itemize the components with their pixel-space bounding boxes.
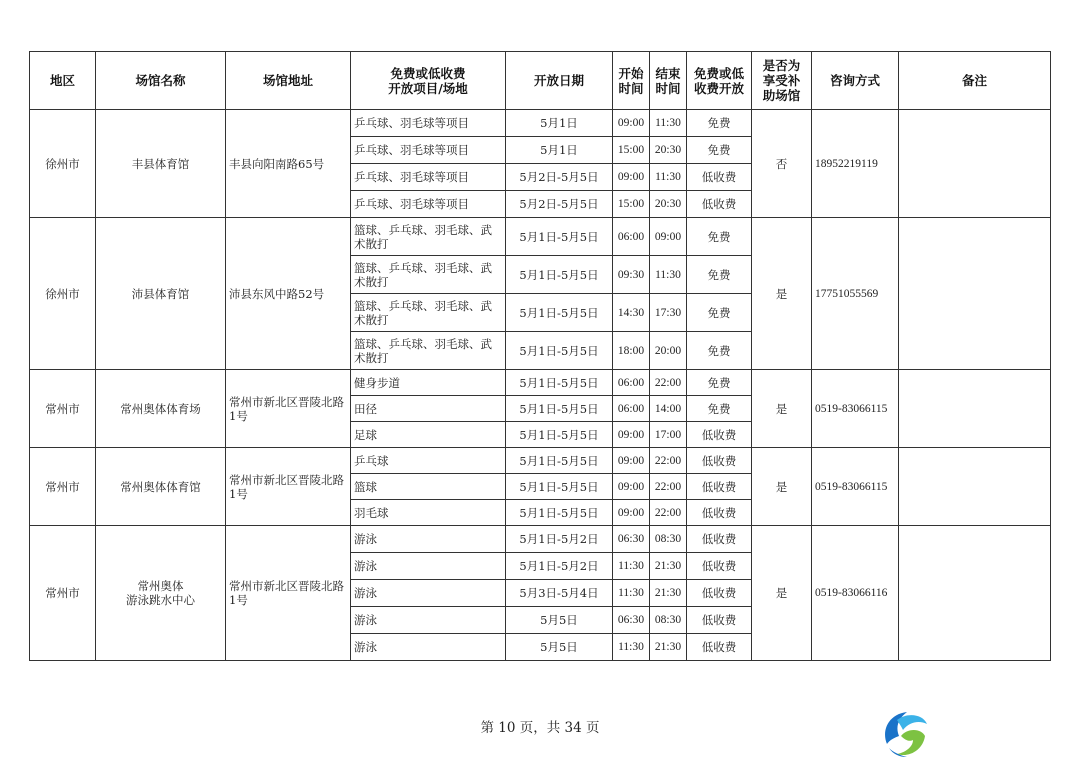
open-item-cell: 游泳 [351,553,506,580]
open-item-cell: 乒乓球、羽毛球等项目 [351,164,506,191]
end-time-cell: 08:30 [650,607,687,634]
end-time-cell: 09:00 [650,218,687,256]
venue-address-cell: 常州市新北区晋陵北路1号 [226,526,351,661]
start-time-cell: 06:30 [613,607,650,634]
header-open-date: 开放日期 [506,52,613,110]
table-row [30,370,1051,396]
header-start-time: 开始 时间 [613,52,650,110]
start-time-cell: 15:00 [613,191,650,218]
open-item-cell: 篮球、乒乓球、羽毛球、武术散打 [351,332,506,370]
start-time-cell: 06:00 [613,218,650,256]
open-date-cell: 5月1日-5月5日 [506,370,613,396]
open-date-cell: 5月1日-5月5日 [506,448,613,474]
start-time-cell: 09:00 [613,422,650,448]
end-time-cell: 17:30 [650,294,687,332]
end-time-cell: 21:30 [650,580,687,607]
notes-cell [899,370,1051,448]
fee-type-cell: 免费 [687,137,752,164]
header-subsidized: 是否为 享受补 助场馆 [752,52,812,110]
subsidized-cell: 是 [752,218,812,370]
venue-address-cell: 沛县东风中路52号 [226,218,351,370]
venue-name-cell: 常州奥体 游泳跳水中心 [96,526,226,661]
subsidized-cell: 是 [752,448,812,526]
open-date-cell: 5月1日-5月5日 [506,396,613,422]
open-date-cell: 5月5日 [506,634,613,661]
end-time-cell: 17:00 [650,422,687,448]
open-item-cell: 游泳 [351,607,506,634]
venue-name-cell: 常州奥体体育馆 [96,448,226,526]
open-date-cell: 5月1日-5月5日 [506,422,613,448]
open-item-cell: 乒乓球、羽毛球等项目 [351,110,506,137]
end-time-cell: 21:30 [650,553,687,580]
end-time-cell: 11:30 [650,164,687,191]
end-time-cell: 22:00 [650,448,687,474]
header-notes: 备注 [899,52,1051,110]
open-date-cell: 5月1日-5月5日 [506,500,613,526]
subsidized-cell: 是 [752,526,812,661]
fee-type-cell: 免费 [687,370,752,396]
open-item-cell: 游泳 [351,526,506,553]
start-time-cell: 09:00 [613,474,650,500]
fee-type-cell: 低收费 [687,191,752,218]
open-item-cell: 篮球、乒乓球、羽毛球、武术散打 [351,256,506,294]
venue-address-cell: 常州市新北区晋陵北路1号 [226,448,351,526]
contact-cell: 18952219119 [812,110,899,218]
open-item-cell: 乒乓球、羽毛球等项目 [351,137,506,164]
fee-type-cell: 低收费 [687,164,752,191]
fee-type-cell: 免费 [687,110,752,137]
contact-cell: 0519-83066115 [812,448,899,526]
fee-type-cell: 免费 [687,218,752,256]
contact-cell: 0519-83066115 [812,370,899,448]
start-time-cell: 11:30 [613,553,650,580]
notes-cell [899,448,1051,526]
fee-type-cell: 免费 [687,294,752,332]
open-item-cell: 足球 [351,422,506,448]
table-row [30,110,1051,137]
fee-type-cell: 免费 [687,396,752,422]
start-time-cell: 18:00 [613,332,650,370]
open-date-cell: 5月1日-5月2日 [506,526,613,553]
header-contact: 咨询方式 [812,52,899,110]
end-time-cell: 21:30 [650,634,687,661]
open-date-cell: 5月1日-5月5日 [506,332,613,370]
end-time-cell: 20:30 [650,191,687,218]
open-item-cell: 篮球 [351,474,506,500]
fee-type-cell: 低收费 [687,422,752,448]
region-cell: 常州市 [30,526,96,661]
end-time-cell: 14:00 [650,396,687,422]
fee-type-cell: 低收费 [687,634,752,661]
header-region: 地区 [30,52,96,110]
open-item-cell: 篮球、乒乓球、羽毛球、武术散打 [351,294,506,332]
venue-name-cell: 丰县体育馆 [96,110,226,218]
open-item-cell: 羽毛球 [351,500,506,526]
contact-cell: 0519-83066116 [812,526,899,661]
open-date-cell: 5月1日-5月5日 [506,294,613,332]
open-date-cell: 5月2日-5月5日 [506,191,613,218]
end-time-cell: 22:00 [650,474,687,500]
table-body [30,110,1051,661]
fee-type-cell: 低收费 [687,474,752,500]
start-time-cell: 11:30 [613,580,650,607]
end-time-cell: 11:30 [650,256,687,294]
header-venue-name: 场馆名称 [96,52,226,110]
open-item-cell: 游泳 [351,634,506,661]
start-time-cell: 09:00 [613,110,650,137]
swirl-logo-icon [877,706,931,760]
header-venue-address: 场馆地址 [226,52,351,110]
open-date-cell: 5月2日-5月5日 [506,164,613,191]
venue-address-cell: 丰县向阳南路65号 [226,110,351,218]
header-end-time: 结束 时间 [650,52,687,110]
contact-cell: 17751055569 [812,218,899,370]
header-open-items: 免费或低收费 开放项目/场地 [351,52,506,110]
start-time-cell: 09:00 [613,500,650,526]
start-time-cell: 09:00 [613,164,650,191]
end-time-cell: 11:30 [650,110,687,137]
table-row [30,448,1051,474]
fee-type-cell: 免费 [687,256,752,294]
start-time-cell: 06:30 [613,526,650,553]
end-time-cell: 22:00 [650,500,687,526]
table-row [30,218,1051,256]
open-date-cell: 5月1日-5月5日 [506,218,613,256]
open-item-cell: 乒乓球、羽毛球等项目 [351,191,506,218]
venue-schedule-table [29,51,1051,661]
notes-cell [899,218,1051,370]
start-time-cell: 09:00 [613,448,650,474]
region-cell: 常州市 [30,448,96,526]
fee-type-cell: 免费 [687,332,752,370]
open-date-cell: 5月1日-5月2日 [506,553,613,580]
start-time-cell: 06:00 [613,370,650,396]
fee-type-cell: 低收费 [687,448,752,474]
open-date-cell: 5月1日 [506,137,613,164]
open-date-cell: 5月1日 [506,110,613,137]
venue-name-cell: 常州奥体体育场 [96,370,226,448]
open-item-cell: 篮球、乒乓球、羽毛球、武术散打 [351,218,506,256]
start-time-cell: 06:00 [613,396,650,422]
notes-cell [899,526,1051,661]
fee-type-cell: 低收费 [687,526,752,553]
open-item-cell: 田径 [351,396,506,422]
open-date-cell: 5月1日-5月5日 [506,474,613,500]
region-cell: 常州市 [30,370,96,448]
end-time-cell: 20:30 [650,137,687,164]
fee-type-cell: 低收费 [687,607,752,634]
fee-type-cell: 低收费 [687,580,752,607]
venue-address-cell: 常州市新北区晋陵北路1号 [226,370,351,448]
start-time-cell: 11:30 [613,634,650,661]
header-row [30,52,1051,110]
subsidized-cell: 否 [752,110,812,218]
end-time-cell: 08:30 [650,526,687,553]
open-item-cell: 游泳 [351,580,506,607]
start-time-cell: 09:30 [613,256,650,294]
page-number: 第 10 页，共 34 页 [480,720,600,736]
venue-name-cell: 沛县体育馆 [96,218,226,370]
table-row [30,526,1051,553]
region-cell: 徐州市 [30,110,96,218]
start-time-cell: 14:30 [613,294,650,332]
notes-cell [899,110,1051,218]
start-time-cell: 15:00 [613,137,650,164]
open-item-cell: 乒乓球 [351,448,506,474]
region-cell: 徐州市 [30,218,96,370]
subsidized-cell: 是 [752,370,812,448]
fee-type-cell: 低收费 [687,500,752,526]
open-date-cell: 5月5日 [506,607,613,634]
end-time-cell: 20:00 [650,332,687,370]
open-date-cell: 5月1日-5月5日 [506,256,613,294]
end-time-cell: 22:00 [650,370,687,396]
open-item-cell: 健身步道 [351,370,506,396]
fee-type-cell: 低收费 [687,553,752,580]
open-date-cell: 5月3日-5月4日 [506,580,613,607]
header-fee-type: 免费或低 收费开放 [687,52,752,110]
